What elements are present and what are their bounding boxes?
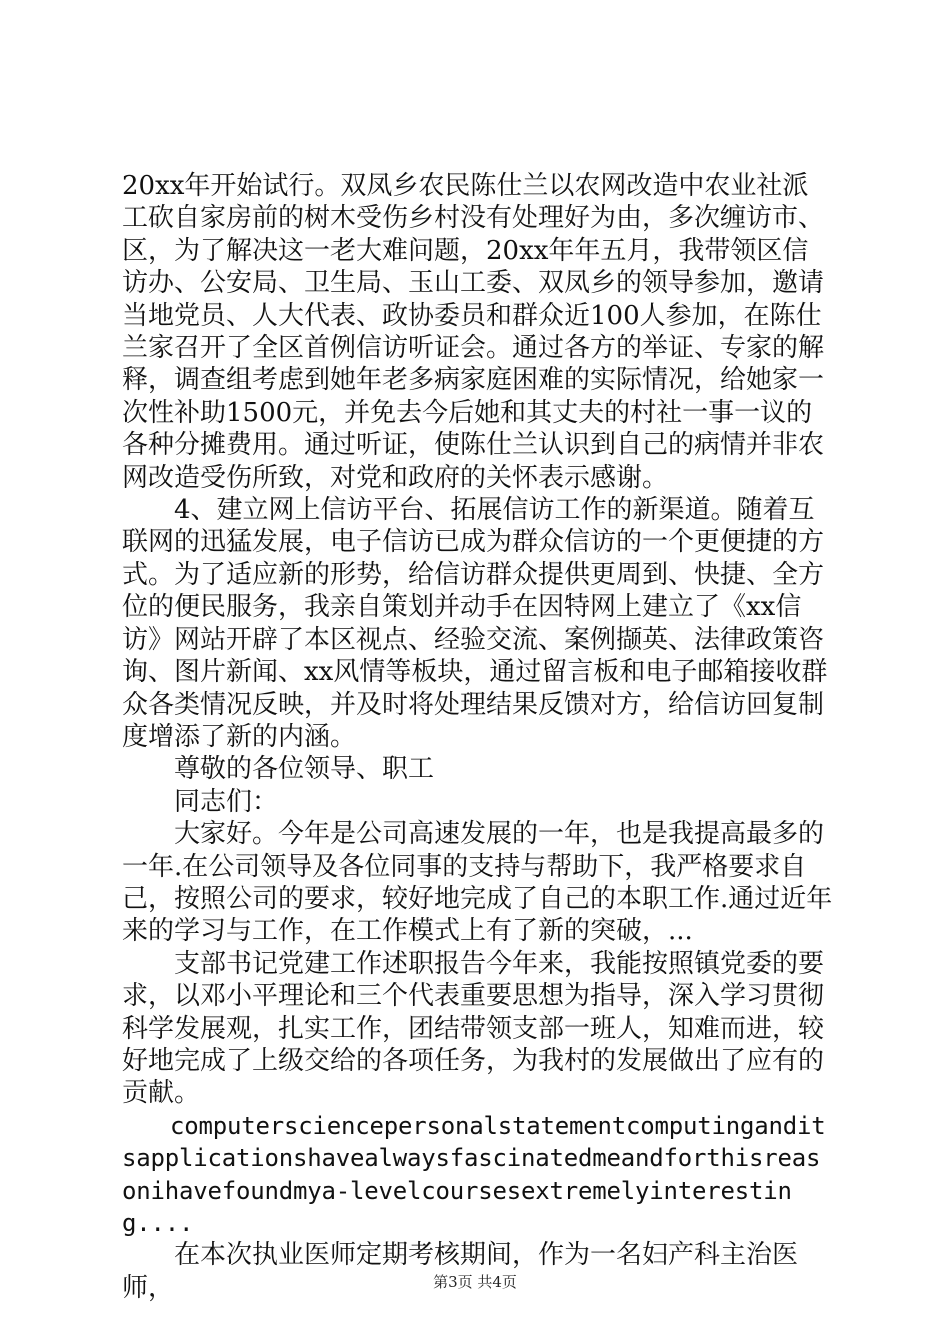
paragraph-doctor: 在本次执业医师定期考核期间，作为一名妇产科主治医师， [122,1240,799,1303]
paragraph-english: computersciencepersonalstatementcomputinganditsapplicationshavealwaysfascinatedmeandforthisreasonihavefoundmya-levelcoursesextremelyinteresting.... [122,1111,826,1237]
paragraph-party-report: 支部书记党建工作述职报告今年来，我能按照镇党委的要求，以邓小平理论和三个代表重要思想为指导，深入学习贯彻科学发展观，扎实工作，团结带领支部一班人，知难而进，较好地完成了上级交给的各项任务，为我村的发展做出了应有的贡献。 [122,948,825,1109]
paragraph-1: 20xx年开始试行。双凤乡农民陈仕兰以农网改造中农业社派工砍自家房前的树木受伤乡村没有处理好为由，多次缠访市、区，为了解决这一老大难问题，20xx年年五月，我带领区信访办、公安局、卫生局、玉山工委、双凤乡的领导参加，邀请当地党员、人大代表、政协委员和群众近100人参加，在陈仕兰家召开了全区首例信访听证会。通过各方的举证、专家的解释，调查组考虑到她年老多病家庭困难的实际情况，给她家一次性补助1500元，并免去今后她和其丈夫的村社一事一议的各种分摊费用。通过听证，使陈仕兰认识到自己的病情并非农网改造受伤所致，对党和政府的关怀表示感谢。 [122,171,825,493]
salutation-line-2: 同志们： [174,786,279,817]
page-number-footer: 第3页 共4页 [433,1273,517,1291]
salutation-line: 尊敬的各位领导、职工 [174,754,435,785]
document-body [122,170,834,1304]
paragraph-2: 4、建立网上信访平台、拓展信访工作的新渠道。随着互联网的迅猛发展，电子信访已成为群众信访的一个更便捷的方式。为了适应新的形势，给信访群众提供更周到、快捷、全方位的便民服务，我亲自策划并动手在因特网上建立了《xx信访》网站开辟了本区视点、经验交流、案例撷英、法律政策咨询、图片新闻、xx风情等板块，通过留言板和电子邮箱接收群众各类情况反映，并及时将处理结果反馈对方，给信访回复制度增添了新的内涵。 [122,495,828,752]
paragraph-greeting: 大家好。今年是公司高速发展的一年，也是我提高最多的一年.在公司领导及各位同事的支持与帮助下，我严格要求自己，按照公司的要求，较好地完成了自己的本职工作.通过近年来的学习与工作，在工作模式上有了新的突破，... [122,819,833,947]
